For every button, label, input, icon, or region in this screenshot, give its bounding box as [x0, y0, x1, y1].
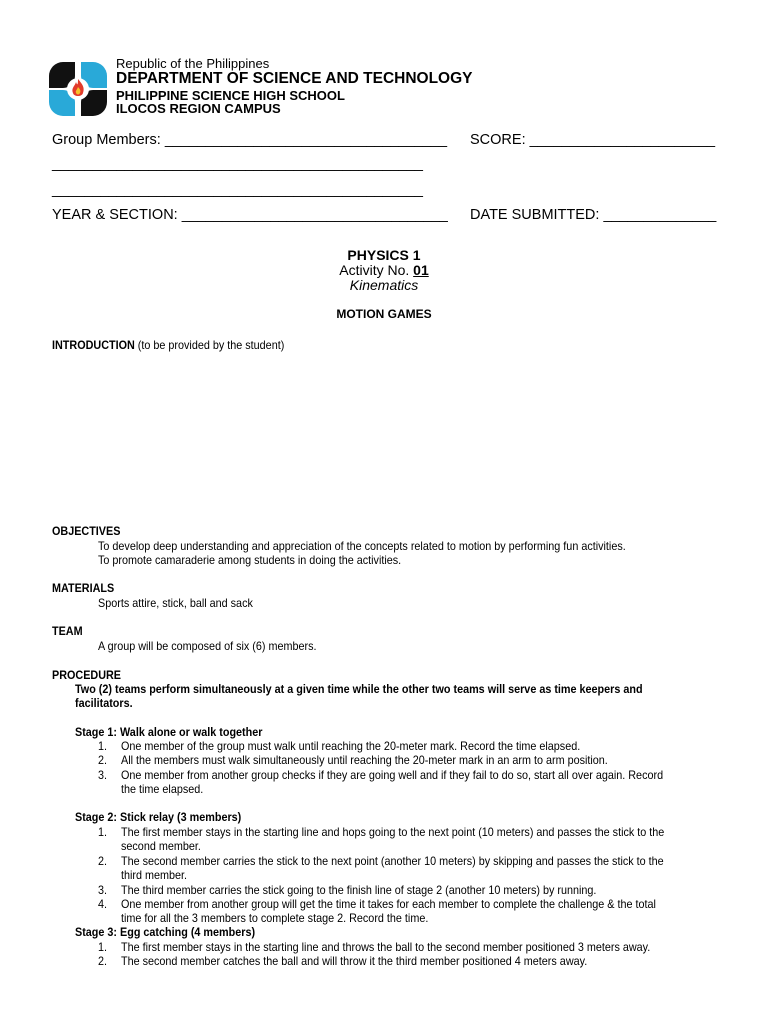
stage-1-item-1: One member of the group must walk until reaching the 20-meter mark. Record the time elapsed. [121, 739, 581, 753]
stage-2-item-4-line-2: time for all the 3 members to complete stage 2. Record the time. [121, 911, 429, 925]
stage-2-item-1-line-2: second member. [121, 839, 201, 853]
activity-heading: MOTION GAMES [336, 307, 432, 321]
stage-3-item-2: The second member catches the ball and will throw it the third member positioned 4 meters away. [121, 954, 588, 968]
stage-2-item-4-num: 4. [98, 897, 108, 911]
stage-3-item-1-num: 1. [98, 940, 108, 954]
stage-2-item-3: The third member carries the stick going to the finish line of stage 2 (another 10 meters) by running. [121, 883, 597, 897]
stage-3-title: Stage 3: Egg catching (4 members) [75, 925, 256, 939]
materials-heading: MATERIALS [52, 581, 115, 595]
group-members-field: Group Members: ___________________________________ [52, 132, 448, 148]
stage-2-item-1-line-1: The first member stays in the starting line and hops going to the next point (10 meters) and passes the stick to the [121, 825, 665, 839]
stage-2-item-2-num: 2. [98, 854, 108, 868]
activity-no: 01 [413, 262, 429, 278]
introduction-label: INTRODUCTION [52, 338, 135, 352]
group-members-line-3: ______________________________________________ [52, 182, 423, 198]
introduction-heading [52, 338, 284, 352]
stage-2-title: Stage 2: Stick relay (3 members) [75, 810, 242, 824]
team-text: A group will be composed of six (6) members. [98, 639, 317, 653]
stage-1-title: Stage 1: Walk alone or walk together [75, 725, 263, 739]
stage-1-item-2-num: 2. [98, 753, 108, 767]
stage-2-item-3-num: 3. [98, 883, 108, 897]
header-republic: Republic of the Philippines [116, 56, 270, 71]
objectives-heading: OBJECTIVES [52, 524, 121, 538]
year-section-field: YEAR & SECTION: _________________________________ [52, 207, 448, 223]
objective-item: To develop deep understanding and appreciation of the concepts related to motion by performing fun activities. [98, 539, 626, 553]
topic-title: Kinematics [349, 277, 419, 293]
stage-2-item-2-line-1: The second member carries the stick to the next point (another 10 meters) by skipping and passes the stick to the [121, 854, 664, 868]
objective-item: To promote camaraderie among students in doing the activities. [98, 553, 402, 567]
date-submitted-field: DATE SUBMITTED: ______________ [470, 207, 717, 223]
score-field: SCORE: _______________________ [470, 132, 716, 148]
stage-1-item-1-num: 1. [98, 739, 108, 753]
procedure-intro-line-1: Two (2) teams perform simultaneously at a given time while the other two teams will serve as time keepers and [75, 682, 643, 696]
activity-label: Activity No. [339, 262, 414, 278]
procedure-intro-line-2: facilitators. [75, 696, 133, 710]
team-heading: TEAM [52, 624, 83, 638]
activity-number [0, 262, 768, 278]
header-school: PHILIPPINE SCIENCE HIGH SCHOOL [116, 88, 345, 103]
header-campus: ILOCOS REGION CAMPUS [116, 101, 281, 116]
stage-1-item-3-num: 3. [98, 768, 108, 782]
stage-3-item-1: The first member stays in the starting line and throws the ball to the second member positioned 3 meters away. [121, 940, 651, 954]
procedure-heading: PROCEDURE [52, 668, 122, 682]
stage-1-item-3-line-1: One member from another group checks if they are going well and if they fail to do so, start all over again. Record [121, 768, 664, 782]
subject-title: PHYSICS 1 [347, 247, 421, 263]
materials-text: Sports attire, stick, ball and sack [98, 596, 253, 610]
stage-2-item-2-line-2: third member. [121, 868, 188, 882]
dost-logo [47, 60, 109, 118]
introduction-note: (to be provided by the student) [134, 338, 285, 352]
group-members-line-2: ______________________________________________ [52, 156, 423, 172]
stage-2-item-1-num: 1. [98, 825, 108, 839]
stage-1-item-2: All the members must walk simultaneously until reaching the 20-meter mark in an arm to arm position. [121, 753, 608, 767]
stage-2-item-4-line-1: One member from another group will get the time it takes for each member to complete the challenge & the total [121, 897, 656, 911]
header-department: DEPARTMENT OF SCIENCE AND TECHNOLOGY [116, 70, 473, 87]
stage-1-item-3-line-2: the time elapsed. [121, 782, 204, 796]
stage-3-item-2-num: 2. [98, 954, 108, 968]
